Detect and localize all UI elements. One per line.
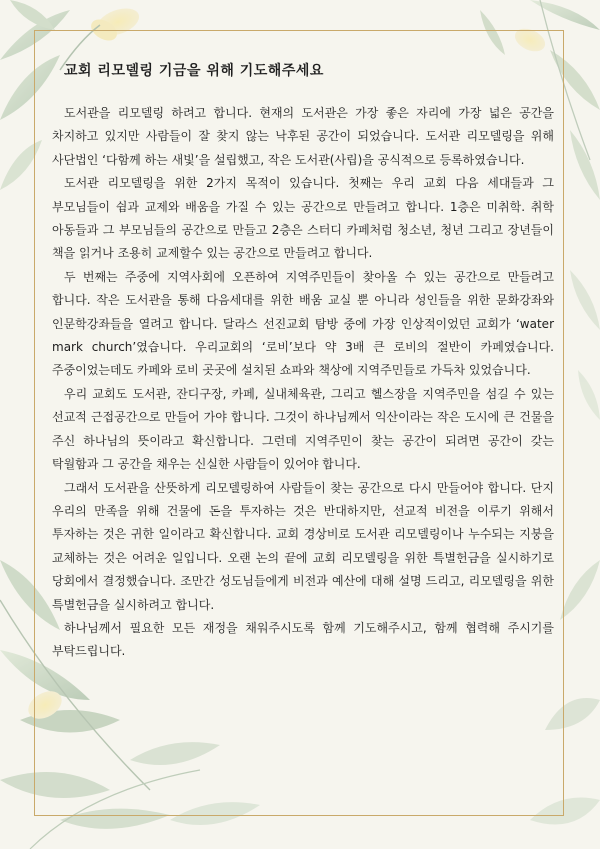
watercolor-leaf-icon <box>578 370 600 420</box>
paragraph: 그래서 도서관을 산뜻하게 리모델링하여 사람들이 찾는 공간으로 다시 만들어야 합니다. 단지 우리의 만족을 위해 건물에 돈을 투자하는 것은 반대하지만, 선교적 비전을 이루기 위해서 투자하는 것은 귀한 일이라고 확신합니다. 교회 경상비로 도서관 리모델링이나 누수되는 지붕을 교체하는 것은 어려운 일입니다. 오랜 논의 끝에 교회 리모델링을 위한 특별헌금을 실시하기로 당회에서 결정했습니다. 조만간 성도님들에게 비전과 예산에 대해 설명 드리고, 리모델링을 위한 특별헌금을 실시하려고 합니다. <box>52 480 554 612</box>
right-foliage <box>570 270 600 420</box>
paragraph: 도서관을 리모델링 하려고 합니다. 현재의 도서관은 가장 좋은 자리에 가장 넓은 공간을 차지하고 있지만 사람들이 잘 찾지 않는 낙후된 공간이 되었습니다. 도서관 리모델링을 위해 사단법인 ‘다함께 하는 새빛’을 설립했고, 작은 도서관(사립)을 공식적으로 등록하였습니다. <box>52 106 554 167</box>
paragraph: 두 번째는 주중에 지역사회에 오픈하여 지역주민들이 찾아올 수 있는 공간으로 만들려고 합니다. 작은 도서관을 통해 다음세대를 위한 배움 교실 뿐 아니라 성인들을 위한 문화강좌와 인문학강좌들을 열려고 합니다. 달라스 선진교회 탐방 중에 가장 인상적이었던 교회가 ‘water mark church’였습니다. 우리교회의 ‘로비’보다 약 3배 큰 로비의 절반이 카페였습니다. 주중이었는데도 카페와 로비 곳곳에 설치된 쇼파와 책상에 지역주민들로 가득차 있었습니다. <box>52 269 554 378</box>
paragraph: 하나님께서 필요한 모든 재정을 채워주시도록 함께 기도해주시고, 함께 협력해 주시기를 부탁드립니다. <box>52 620 554 659</box>
watercolor-leaf-icon <box>560 560 600 620</box>
watercolor-leaf-icon <box>570 270 600 330</box>
watercolor-leaf-icon <box>570 130 600 200</box>
letter-body <box>52 102 554 664</box>
page-title: 교회 리모델링 기금을 위해 기도해주세요 <box>64 63 324 79</box>
watercolor-leaf-icon <box>10 0 55 30</box>
paragraph: 우리 교회도 도서관, 잔디구장, 카페, 실내체육관, 그리고 헬스장을 지역주민을 섬길 수 있는 선교적 근접공간으로 만들어 가야 합니다. 그것이 하나님께서 익산이라는 작은 도시에 큰 건물을 주신 하나님의 뜻이라고 확신합니다. 그런데 지역주민이 찾는 공간이 되려면 공간이 갖는 탁월함과 그 공간을 채우는 신실한 사람들이 있어야 합니다. <box>52 386 554 472</box>
paragraph: 도서관 리모델링을 위한 2가지 목적이 있습니다. 첫째는 우리 교회 다음 세대들과 그 부모님들이 쉼과 교제와 배움을 가질 수 있는 공간으로 만들려고 합니다. 1층은 미취학. 취학 아동들과 그 부모님들의 공간으로 만들고 2층은 스터디 카페처럼 청소년, 청년 그리고 장년들이 책을 읽거나 조용히 교제할수 있는 공간으로 만들려고 합니다. <box>52 176 554 261</box>
